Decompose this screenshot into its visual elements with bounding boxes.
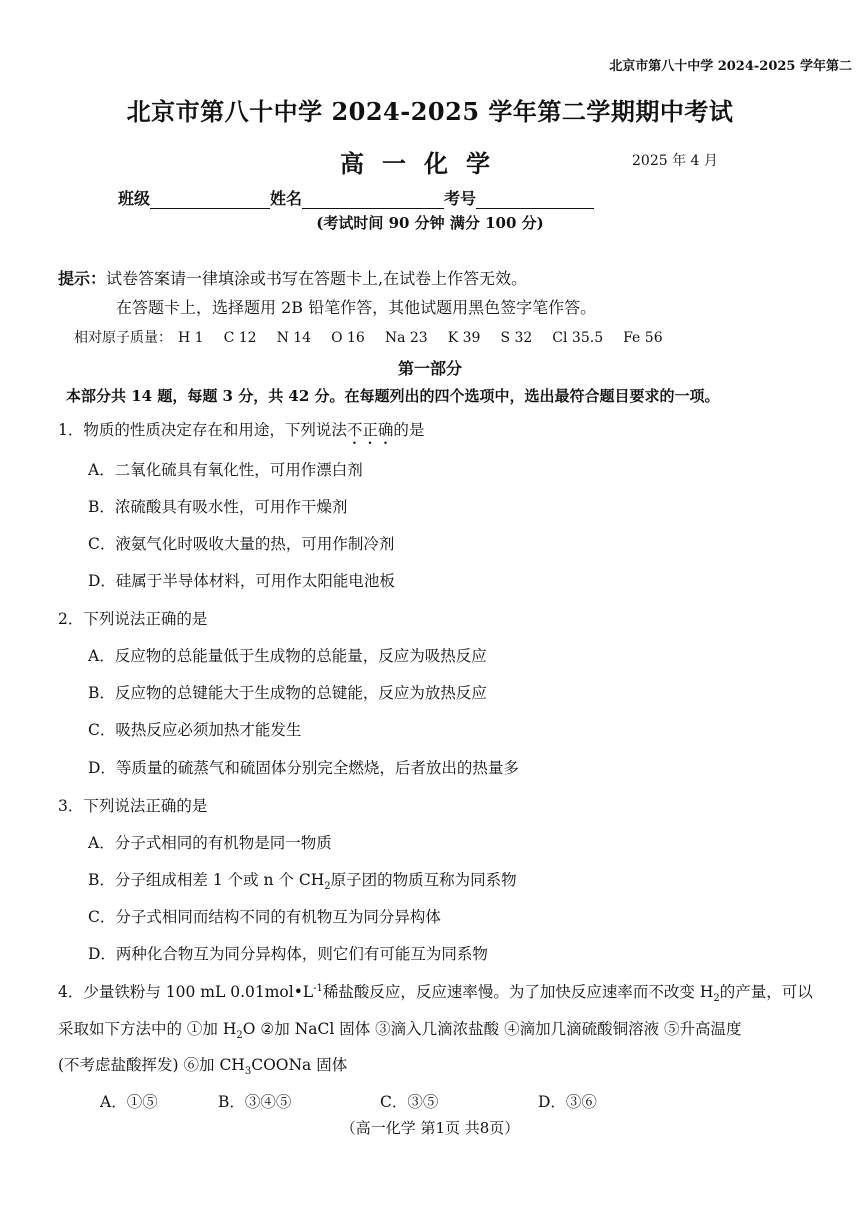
question-3-option-c: C．分子式相同而结构不同的有机物互为同分异构体 [88, 908, 441, 926]
atomic-mass-item: K 39 [447, 330, 481, 346]
question-4-stem-line-3 [58, 1053, 347, 1077]
question-1-stem-end: 的是 [393, 421, 425, 439]
stem-text: 采取如下方法中的 ①加 H [58, 1020, 237, 1038]
atomic-mass-item: N 14 [276, 330, 312, 346]
question-4-stem-line-2 [58, 1017, 742, 1041]
question-2-option-d: D．等质量的硫蒸气和硫固体分别完全燃烧，后者放出的热量多 [88, 759, 519, 777]
name-blank [302, 192, 444, 209]
question-1-option-a: A．二氧化硫具有氧化性，可用作漂白剂 [88, 461, 363, 479]
option-b-text-end: 原子团的物质互称为同系物 [330, 871, 517, 889]
student-info-row [118, 186, 594, 209]
stem-text: 稀盐酸反应，反应速率慢。为了加快反应速率而不改变 H [322, 983, 714, 1001]
question-1-stem [58, 418, 424, 448]
stem-text: 4．少量铁粉与 100 mL 0.01mol•L [58, 983, 314, 1001]
question-1-stem-text: 1．物质的性质决定存在和用途，下列说法 [58, 421, 347, 439]
running-header: 北京市第八十中学 2024-2025 学年第二 [609, 59, 852, 74]
student-id-label: 考号 [444, 189, 477, 208]
question-3-option-d: D．两种化合物互为同分异构体，则它们有可能互为同系物 [88, 945, 488, 963]
atomic-mass-item: C 12 [223, 330, 257, 346]
question-1-option-c: C．液氨气化时吸收大量的热，可用作制冷剂 [88, 535, 395, 553]
student-id-blank [476, 192, 594, 209]
atomic-mass-item: O 16 [331, 330, 365, 346]
question-1-option-b: B．浓硫酸具有吸水性，可用作干燥剂 [88, 498, 348, 516]
question-4-choice-c: C．③⑤ [380, 1093, 439, 1111]
page-footer: （高一化学 第1页 共8页） [340, 1119, 520, 1137]
stem-text: O ②加 NaCl 固体 ③滴入几滴浓盐酸 ④滴加几滴硫酸铜溶液 ⑤升高温度 [242, 1020, 742, 1038]
atomic-mass-item: Fe 56 [623, 330, 663, 346]
class-blank [150, 192, 270, 209]
question-4-choice-a: A．①⑤ [100, 1093, 158, 1111]
name-label: 姓名 [270, 189, 303, 208]
atomic-mass-item: Na 23 [384, 330, 428, 346]
question-3-option-b [88, 868, 517, 892]
stem-text: 的产量，可以 [719, 983, 813, 1001]
stem-text: COONa 固体 [251, 1056, 348, 1074]
question-1-option-d: D．硅属于半导体材料，可用作太阳能电池板 [88, 572, 395, 590]
question-2-option-b: B．反应物的总键能大于生成物的总键能，反应为放热反应 [88, 684, 487, 702]
question-2-option-c: C．吸热反应必须加热才能发生 [88, 721, 302, 739]
question-3-stem: 3．下列说法正确的是 [58, 797, 208, 815]
question-2-stem: 2．下列说法正确的是 [58, 610, 208, 628]
notice-line-2: 在答题卡上，选择题用 2B 铅笔作答，其他试题用黑色签字笔作答。 [116, 298, 597, 317]
subscript: 2 [236, 1030, 243, 1042]
question-2-option-a: A．反应物的总能量低于生成物的总能量，反应为吸热反应 [88, 647, 487, 665]
subscript: 2 [324, 881, 331, 893]
part-1-title: 第一部分 [397, 359, 462, 378]
exam-title: 北京市第八十中学 2024-2025 学年第二学期期中考试 [126, 97, 734, 126]
superscript: -1 [313, 982, 323, 994]
question-4-choice-b: B．③④⑤ [218, 1093, 292, 1111]
part-1-intro: 本部分共 14 题，每题 3 分，共 42 分。在每题列出的四个选项中，选出最符合题目要求的一项。 [66, 387, 720, 405]
exam-meta: (考试时间 90 分钟 满分 100 分) [316, 214, 544, 232]
class-label: 班级 [118, 189, 151, 208]
question-4-stem-line-1 [58, 980, 813, 1004]
stem-text: (不考虑盐酸挥发) ⑥加 CH [58, 1056, 245, 1074]
option-b-text: B．分子组成相差 1 个或 n 个 CH [88, 871, 325, 889]
atomic-mass-label: 相对原子质量： [74, 330, 172, 346]
question-4-choice-d: D．③⑥ [538, 1093, 597, 1111]
atomic-mass-item: Cl 35.5 [552, 330, 604, 346]
notice-label: 提示： [58, 269, 107, 288]
exam-date: 2025 年 4 月 [632, 153, 718, 169]
notice-line-1 [58, 266, 527, 289]
notice-text-1: 试卷答案请一律填涂或书写在答题卡上,在试卷上作答无效。 [106, 269, 528, 288]
emphasis-not-correct: 不正确 [346, 421, 394, 439]
subscript: 3 [244, 1066, 252, 1078]
question-3-option-a: A．分子式相同的有机物是同一物质 [88, 834, 332, 852]
atomic-mass-item: H 1 [178, 330, 204, 346]
subject-title: 高一化学 [340, 149, 508, 178]
atomic-mass-item: S 32 [500, 330, 533, 346]
atomic-mass-row [74, 327, 663, 347]
subscript: 2 [713, 993, 720, 1005]
